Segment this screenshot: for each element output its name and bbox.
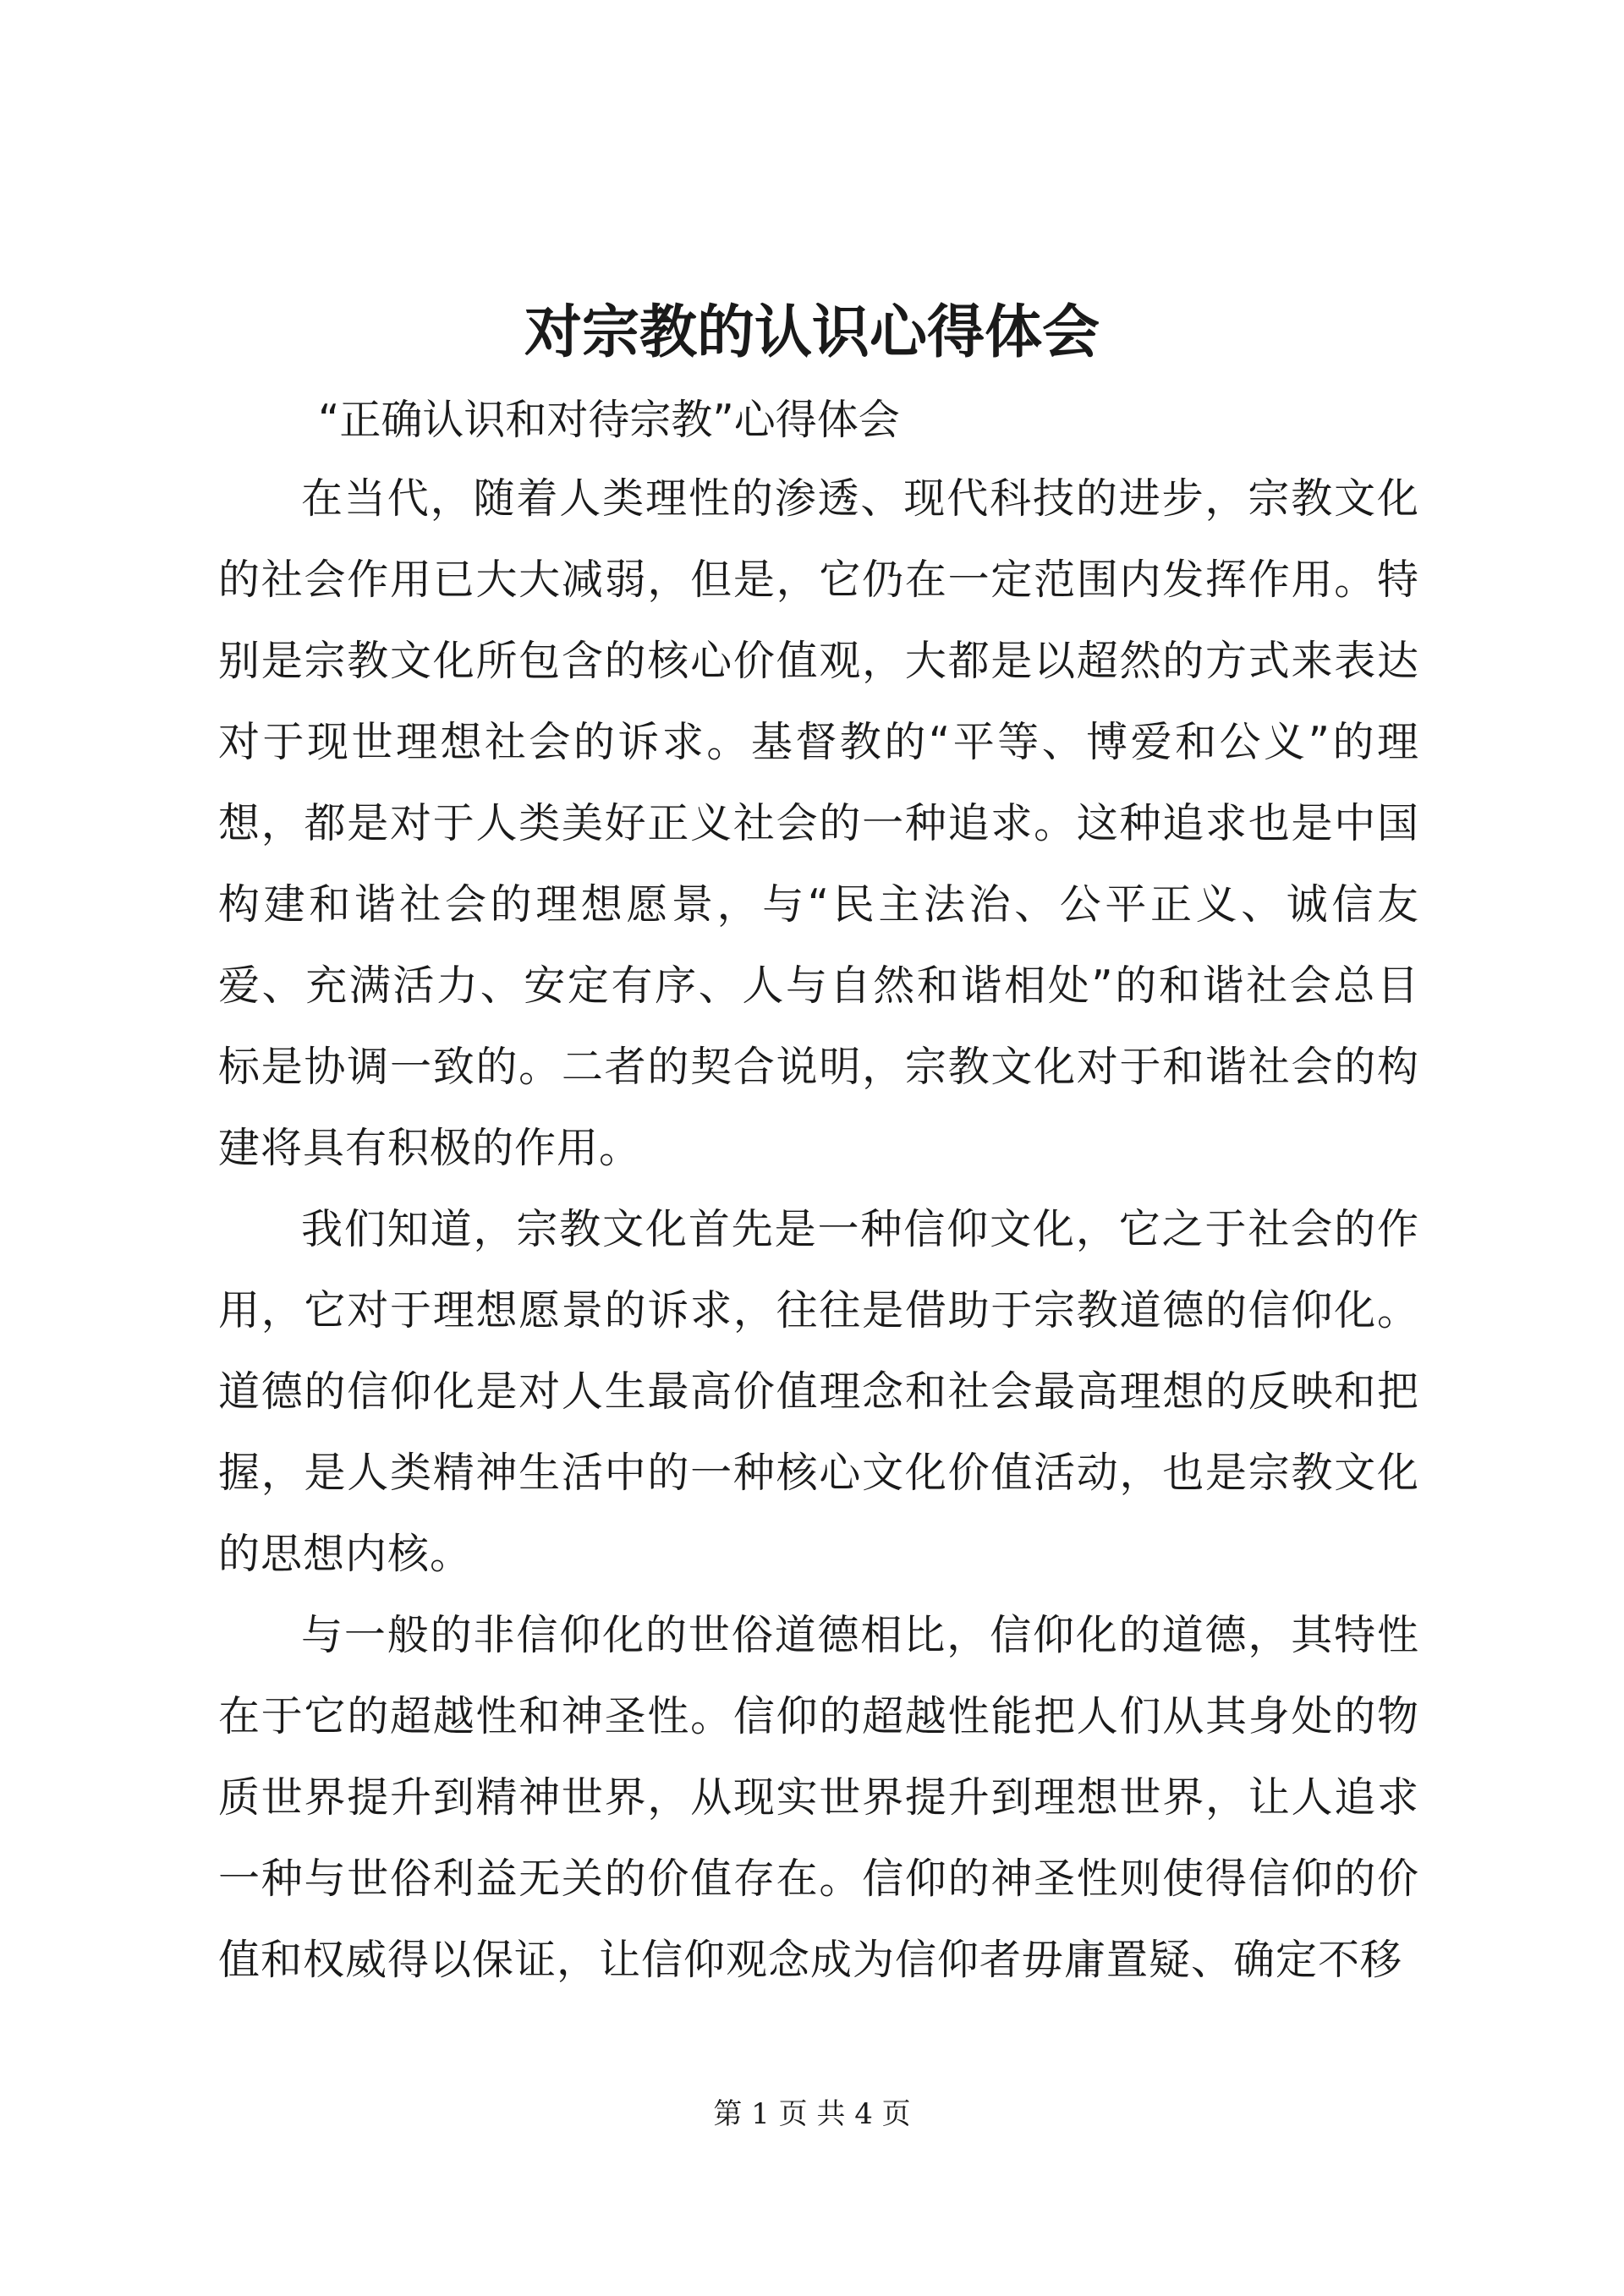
- paragraph-3: 与一般的非信仰化的世俗道德相比，信仰化的道德，其特性在于它的超越性和神圣性。信仰的超越性能把人们从其身处的物质世界提升到精神世界，从现实世界提升到理想世界，让人追求一种与世俗利益无关的价值存在。信仰的神圣性则使得信仰的价值和权威得以保证，让信仰观念成为信仰者毋庸置疑、确定不移: [218, 1611, 1419, 1984]
- document-subtitle: “正确认识和对待宗教”心得体会: [318, 396, 900, 444]
- paragraph-1: 在当代，随着人类理性的渗透、现代科技的进步，宗教文化的社会作用已大大减弱，但是，它仍在一定范围内发挥作用。特别是宗教文化所包含的核心价值观，大都是以超然的方式来表达对于现世理想社会的诉求。基督教的“平等、博爱和公义”的理想，都是对于人类美好正义社会的一种追求。这种追求也是中国构建和谐社会的理想愿景，与“民主法治、公平正义、诚信友爱、充满活力、安定有序、人与自然和谐相处”的和谐社会总目标是协调一致的。二者的契合说明，宗教文化对于和谐社会的构建将具有积极的作用。: [218, 474, 1419, 1172]
- paragraph-2: 我们知道，宗教文化首先是一种信仰文化，它之于社会的作用，它对于理想愿景的诉求，往往是借助于宗教道德的信仰化。道德的信仰化是对人生最高价值理念和社会最高理想的反映和把握，是人类精神生活中的一种核心文化价值活动，也是宗教文化的思想内核。: [218, 1205, 1419, 1578]
- document-body: [218, 458, 1419, 2001]
- page-number-footer: 第 1 页 共 4 页: [713, 2097, 911, 2131]
- document-title: 对宗教的认识心得体会: [524, 299, 1100, 366]
